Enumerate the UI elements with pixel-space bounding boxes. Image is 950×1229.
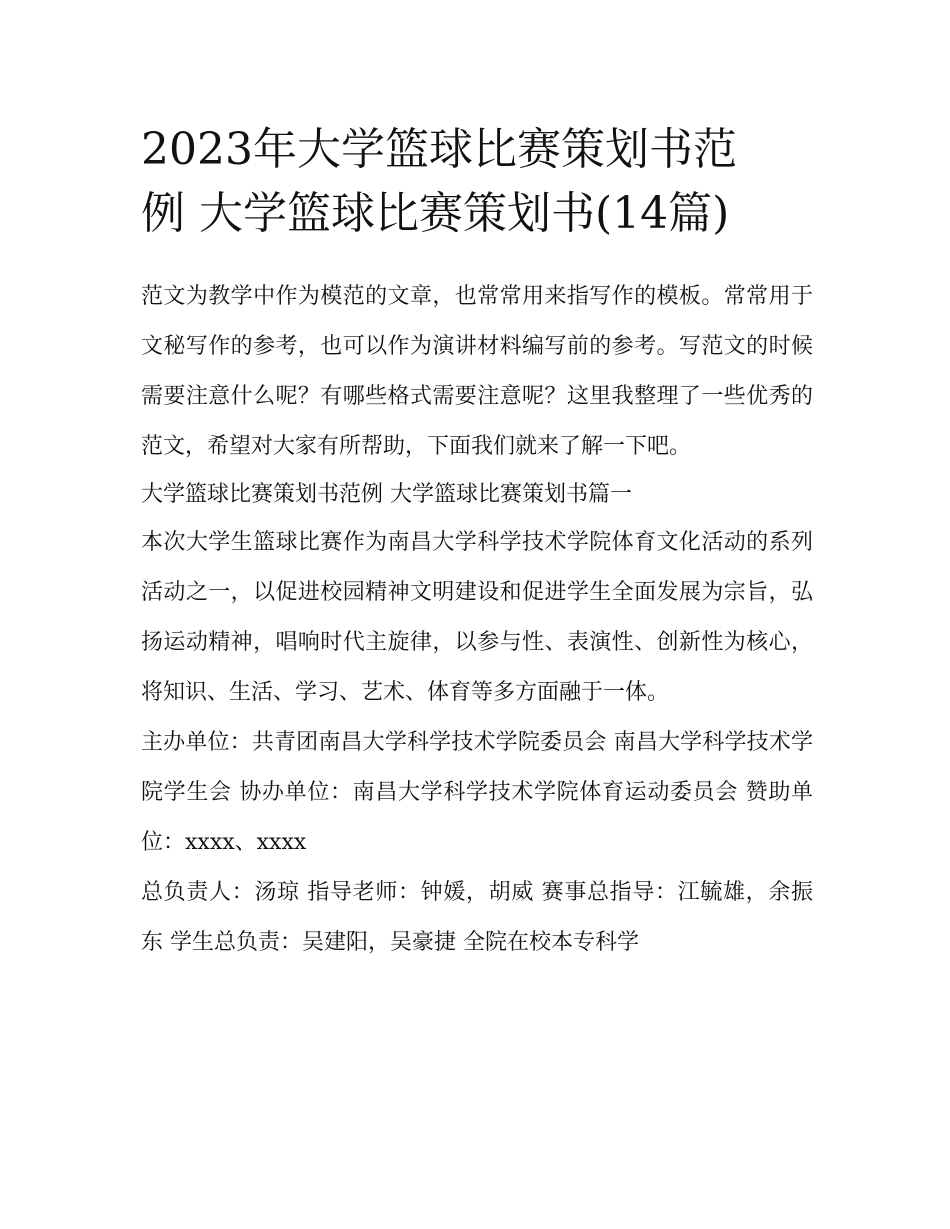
- document-title-line-2: 例 大学篮球比赛策划书(14篇): [141, 188, 730, 239]
- body-paragraph: 本次大学生篮球比赛作为南昌大学科学技术学院体育文化活动的系列活动之一，以促进校园精神文明建设和促进学生全面发展为宗旨，弘扬运动精神，唱响时代主旋律，以参与性、表演性、创新性为核心，将知识、生活、学习、艺术、体育等多方面融于一体。: [141, 530, 813, 705]
- intro-paragraph: 范文为教学中作为模范的文章，也常常用来指写作的模板。常常用于文秘写作的参考，也可以作为演讲材料编写前的参考。写范文的时候需要注意什么呢？有哪些格式需要注意呢？这里我整理了一些优秀的范文，希望对大家有所帮助，下面我们就来了解一下吧。: [141, 284, 813, 459]
- document-title-line-1: 2023年大学篮球比赛策划书范: [141, 124, 737, 175]
- organizer-paragraph: 主办单位：共青团南昌大学科学技术学院委员会 南昌大学科学技术学院学生会 协办单位：南昌大学科学技术学院体育运动委员会 赞助单位：xxxx、xxxx: [141, 730, 813, 855]
- staff-paragraph: 总负责人：汤琼 指导老师：钟媛，胡威 赛事总指导：江毓雄，余振东 学生总负责：吴建阳，吴豪捷 全院在校本专科学: [141, 880, 813, 955]
- document-title: [141, 118, 813, 246]
- section-heading: 大学篮球比赛策划书范例 大学篮球比赛策划书篇一: [141, 482, 632, 507]
- document-body: [141, 272, 813, 968]
- document-content: [141, 118, 813, 968]
